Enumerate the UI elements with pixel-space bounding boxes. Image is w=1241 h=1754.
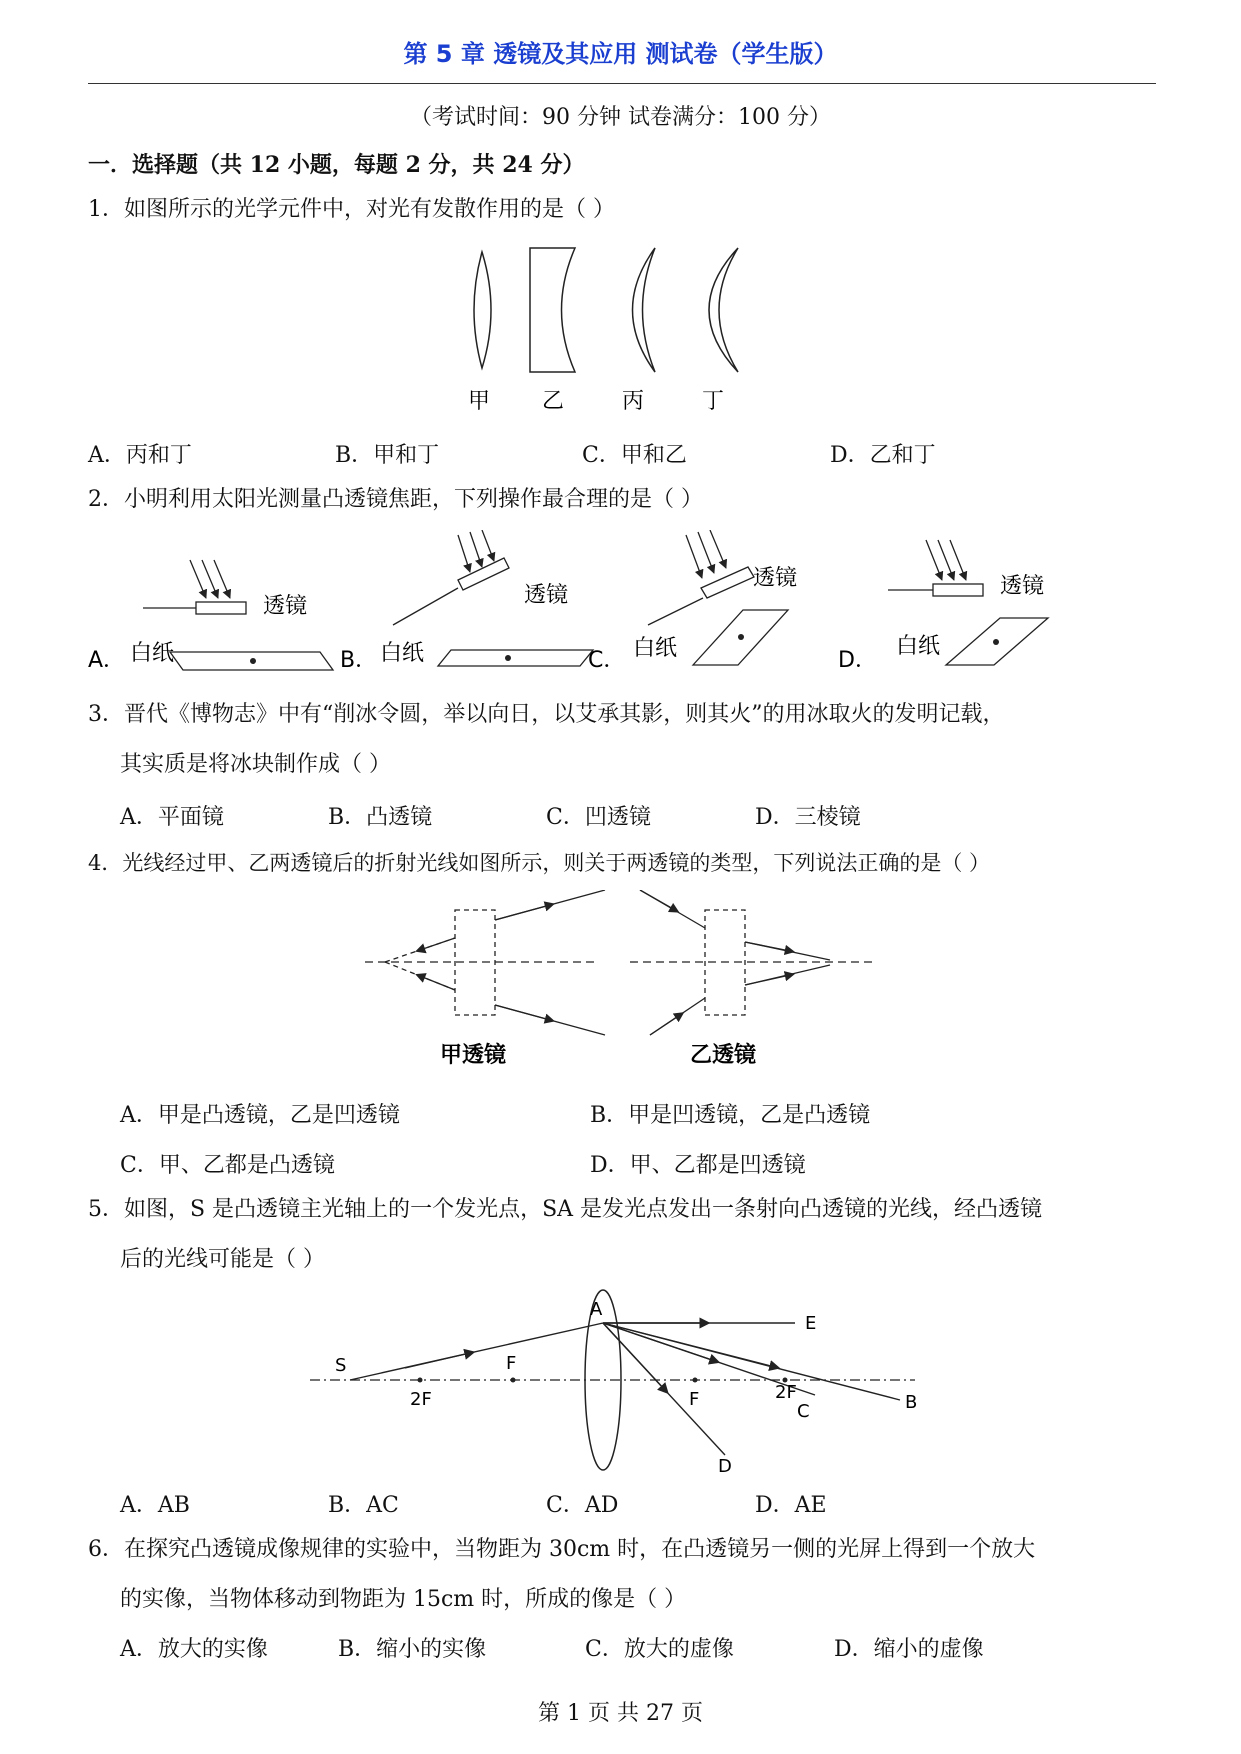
question-2-stem: 2．小明利用太阳光测量凸透镜焦距，下列操作最合理的是（ ） — [88, 487, 703, 512]
svg-text:C: C — [797, 1401, 810, 1422]
q1-option-b[interactable]: B．甲和丁 — [335, 443, 440, 468]
svg-text:白纸: 白纸 — [896, 634, 941, 659]
svg-text:2F: 2F — [410, 1389, 432, 1410]
lens-label-bing: 丙 — [622, 389, 645, 414]
question-3-stem-line1: 3．晋代《博物志》中有“削冰令圆，举以向日，以艾承其影，则其火”的用冰取火的发明记载， — [88, 702, 1005, 727]
section-heading: 一．选择题（共 12 小题，每题 2 分，共 24 分） — [88, 152, 585, 178]
q3-option-d[interactable]: D．三棱镜 — [755, 805, 861, 830]
svg-text:透镜: 透镜 — [753, 566, 798, 591]
q3-option-a[interactable]: A．平面镜 — [120, 805, 224, 830]
svg-text:白纸: 白纸 — [633, 636, 678, 661]
lens-bing — [633, 248, 656, 372]
lens-ding — [709, 248, 738, 372]
q2-figure-d — [838, 540, 1048, 673]
lens-label-ding: 丁 — [702, 389, 725, 414]
svg-text:2F: 2F — [775, 1382, 797, 1403]
lens-yi-diagram — [630, 890, 875, 1068]
svg-text:透镜: 透镜 — [524, 583, 569, 608]
svg-text:A．: A． — [88, 648, 126, 673]
lens-yi — [530, 248, 575, 372]
lens-jia — [474, 252, 491, 368]
q1-option-d[interactable]: D．乙和丁 — [830, 443, 936, 468]
question-6-stem-line2: 的实像，当物体移动到物距为 15cm 时，所成的像是（ ） — [120, 1587, 687, 1612]
lens-label-jia: 甲 — [468, 389, 491, 414]
q6-option-c[interactable]: C．放大的虚像 — [585, 1637, 734, 1662]
lens-jia-diagram — [365, 890, 605, 1068]
q4-option-a[interactable]: A．甲是凸透镜，乙是凹透镜 — [120, 1103, 400, 1128]
q5-option-d[interactable]: D．AE — [755, 1493, 827, 1518]
q1-option-c[interactable]: C．甲和乙 — [582, 443, 687, 468]
svg-text:透镜: 透镜 — [1000, 574, 1045, 599]
svg-text:C．: C． — [588, 648, 626, 673]
svg-text:B: B — [905, 1392, 918, 1413]
q4-option-c[interactable]: C．甲、乙都是凸透镜 — [120, 1153, 335, 1178]
svg-text:B．: B． — [340, 648, 378, 673]
q6-option-b[interactable]: B．缩小的实像 — [338, 1637, 487, 1662]
svg-text:白纸: 白纸 — [380, 641, 425, 666]
svg-text:E: E — [805, 1313, 817, 1334]
q4-option-b[interactable]: B．甲是凹透镜，乙是凸透镜 — [590, 1103, 871, 1128]
page-title: 第 5 章 透镜及其应用 测试卷（学生版） — [403, 40, 838, 68]
q3-option-c[interactable]: C．凹透镜 — [546, 805, 651, 830]
question-3-stem-line2: 其实质是将冰块制作成（ ） — [120, 752, 391, 777]
question-5-stem-line2: 后的光线可能是（ ） — [120, 1247, 325, 1272]
q5-option-c[interactable]: C．AD — [546, 1493, 619, 1518]
question-1-figure — [460, 240, 780, 420]
svg-text:白纸: 白纸 — [130, 641, 175, 666]
svg-text:D．: D． — [838, 648, 877, 673]
svg-text:透镜: 透镜 — [263, 594, 308, 619]
question-1-stem: 1．如图所示的光学元件中，对光有发散作用的是（ ） — [88, 197, 615, 222]
lens-label-yi: 乙 — [542, 389, 565, 414]
svg-text:A: A — [590, 1299, 603, 1320]
question-2-figures — [88, 530, 1088, 675]
svg-text:D: D — [718, 1456, 732, 1475]
question-4-figure — [360, 890, 880, 1080]
svg-text:F: F — [506, 1353, 517, 1374]
svg-text:F: F — [689, 1389, 700, 1410]
svg-text:S: S — [335, 1355, 347, 1376]
question-5-figure — [305, 1285, 955, 1475]
q1-option-a[interactable]: A．丙和丁 — [88, 443, 192, 468]
page-footer: 第 1 页 共 27 页 — [538, 1701, 703, 1726]
q4-option-d[interactable]: D．甲、乙都是凹透镜 — [590, 1153, 806, 1178]
svg-text:乙透镜: 乙透镜 — [690, 1043, 757, 1068]
question-5-stem-line1: 5．如图，S 是凸透镜主光轴上的一个发光点，SA 是发光点发出一条射向凸透镜的光线，经凸透镜 — [88, 1197, 1043, 1222]
svg-text:甲透镜: 甲透镜 — [440, 1043, 507, 1068]
q2-figure-b — [340, 530, 593, 673]
q2-figure-c — [588, 530, 797, 673]
question-6-stem-line1: 6．在探究凸透镜成像规律的实验中，当物距为 30cm 时，在凸透镜另一侧的光屏上得到一个放大 — [88, 1537, 1036, 1562]
q5-option-a[interactable]: A．AB — [120, 1493, 190, 1518]
q3-option-b[interactable]: B．凸透镜 — [328, 805, 433, 830]
q6-option-d[interactable]: D．缩小的虚像 — [834, 1637, 984, 1662]
q2-figure-a — [88, 560, 333, 673]
q6-option-a[interactable]: A．放大的实像 — [120, 1637, 268, 1662]
question-4-stem: 4．光线经过甲、乙两透镜后的折射光线如图所示，则关于两透镜的类型，下列说法正确的是（ ） — [88, 851, 991, 875]
title-divider — [88, 83, 1156, 84]
q5-option-b[interactable]: B．AC — [328, 1493, 399, 1518]
exam-info: （考试时间：90 分钟 试卷满分：100 分） — [410, 105, 831, 130]
